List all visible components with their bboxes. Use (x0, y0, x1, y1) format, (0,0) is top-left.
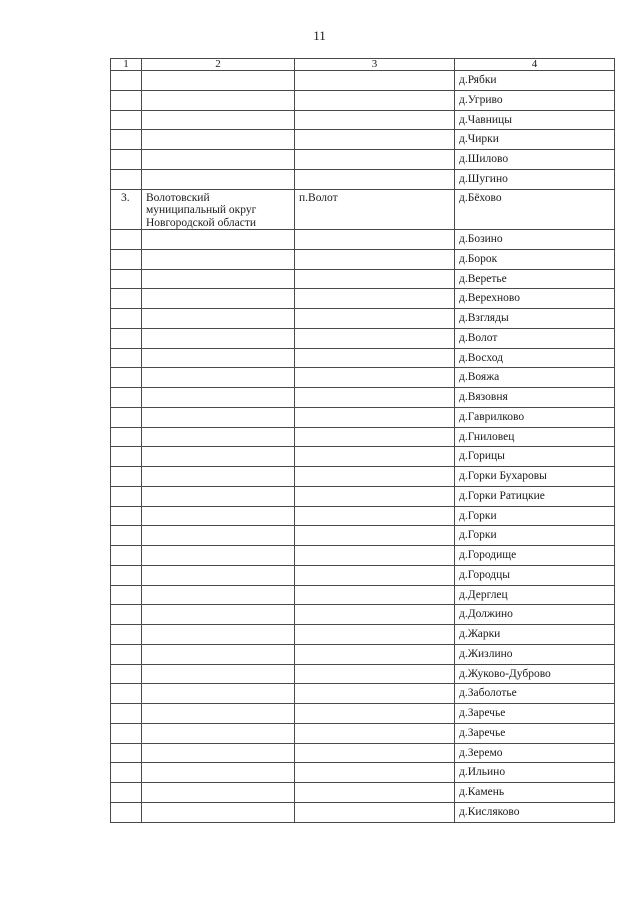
table-row (111, 289, 615, 309)
district-cell: Волотовский муниципальный округ Новгородской области (142, 189, 295, 230)
row-number-cell (111, 526, 142, 546)
row-number-cell (111, 625, 142, 645)
row-number-cell (111, 565, 142, 585)
table-row (111, 388, 615, 408)
district-cell (142, 802, 295, 822)
row-number-cell (111, 763, 142, 783)
table-row (111, 189, 615, 230)
center-cell (295, 625, 455, 645)
table-row (111, 783, 615, 803)
center-cell (295, 467, 455, 487)
row-number-cell (111, 704, 142, 724)
center-cell (295, 802, 455, 822)
center-cell (295, 723, 455, 743)
table-row (111, 802, 615, 822)
table-row (111, 169, 615, 189)
village-cell: д.Горки (455, 526, 615, 546)
table-row (111, 467, 615, 487)
row-number-cell (111, 743, 142, 763)
table-row (111, 249, 615, 269)
center-cell (295, 269, 455, 289)
village-cell: д.Жизлино (455, 644, 615, 664)
district-cell (142, 763, 295, 783)
row-number-cell (111, 447, 142, 467)
district-cell (142, 388, 295, 408)
table-body (111, 59, 615, 823)
district-cell (142, 684, 295, 704)
center-cell (295, 526, 455, 546)
village-cell: д.Кисляково (455, 802, 615, 822)
table-row (111, 743, 615, 763)
village-cell: д.Ильино (455, 763, 615, 783)
table-row (111, 110, 615, 130)
table-row (111, 664, 615, 684)
table-row (111, 90, 615, 110)
row-number-cell (111, 110, 142, 130)
village-cell: д.Взгляды (455, 309, 615, 329)
row-number-cell (111, 90, 142, 110)
center-cell (295, 565, 455, 585)
table-header-row (111, 59, 615, 71)
row-number-cell (111, 249, 142, 269)
district-cell (142, 427, 295, 447)
row-number-cell (111, 605, 142, 625)
center-cell (295, 348, 455, 368)
district-cell (142, 407, 295, 427)
row-number-cell (111, 130, 142, 150)
row-number-cell (111, 407, 142, 427)
center-cell (295, 664, 455, 684)
village-cell: д.Веретье (455, 269, 615, 289)
village-cell: д.Заречье (455, 723, 615, 743)
village-cell: д.Чавницы (455, 110, 615, 130)
center-cell (295, 110, 455, 130)
district-cell (142, 644, 295, 664)
district-cell (142, 110, 295, 130)
district-cell (142, 309, 295, 329)
center-cell (295, 644, 455, 664)
center-cell (295, 90, 455, 110)
center-cell (295, 309, 455, 329)
page-number: 11 (313, 28, 326, 43)
row-number-cell (111, 467, 142, 487)
row-number-cell (111, 289, 142, 309)
village-cell: д.Угриво (455, 90, 615, 110)
table-row (111, 328, 615, 348)
center-cell (295, 605, 455, 625)
village-cell: д.Горицы (455, 447, 615, 467)
district-cell (142, 585, 295, 605)
village-cell: д.Восход (455, 348, 615, 368)
district-cell (142, 447, 295, 467)
row-number-cell (111, 328, 142, 348)
table-row (111, 407, 615, 427)
village-cell: д.Вояжа (455, 368, 615, 388)
district-cell (142, 348, 295, 368)
district-cell (142, 664, 295, 684)
center-cell (295, 546, 455, 566)
table-row (111, 585, 615, 605)
center-cell (295, 427, 455, 447)
village-cell: д.Шугино (455, 169, 615, 189)
settlements-table (110, 58, 615, 823)
table-row (111, 506, 615, 526)
district-cell (142, 625, 295, 645)
row-number-cell (111, 664, 142, 684)
center-cell (295, 743, 455, 763)
district-cell (142, 328, 295, 348)
district-cell (142, 546, 295, 566)
district-cell (142, 368, 295, 388)
district-cell (142, 467, 295, 487)
row-number-cell (111, 169, 142, 189)
village-cell: д.Дерглец (455, 585, 615, 605)
table-row (111, 269, 615, 289)
district-cell (142, 269, 295, 289)
table-row (111, 348, 615, 368)
row-number-cell (111, 150, 142, 170)
center-cell (295, 783, 455, 803)
center-cell (295, 328, 455, 348)
center-cell (295, 368, 455, 388)
village-cell: д.Шилово (455, 150, 615, 170)
row-number-cell (111, 684, 142, 704)
row-number-cell (111, 388, 142, 408)
center-cell: п.Волот (295, 189, 455, 230)
district-cell (142, 565, 295, 585)
center-cell (295, 684, 455, 704)
district-cell (142, 605, 295, 625)
village-cell: д.Камень (455, 783, 615, 803)
row-number-cell (111, 486, 142, 506)
village-cell: д.Бозино (455, 230, 615, 250)
row-number-cell (111, 585, 142, 605)
village-cell: д.Чирки (455, 130, 615, 150)
center-cell (295, 388, 455, 408)
row-number-cell (111, 230, 142, 250)
village-cell: д.Городище (455, 546, 615, 566)
district-cell (142, 249, 295, 269)
table-row (111, 625, 615, 645)
row-number-cell (111, 269, 142, 289)
village-cell: д.Должино (455, 605, 615, 625)
row-number-cell (111, 723, 142, 743)
row-number-cell (111, 309, 142, 329)
table-row (111, 565, 615, 585)
row-number-cell (111, 348, 142, 368)
center-cell (295, 230, 455, 250)
village-cell: д.Вязовня (455, 388, 615, 408)
column-header-4: 4 (455, 59, 615, 71)
district-cell (142, 150, 295, 170)
village-cell: д.Горки Ратицкие (455, 486, 615, 506)
row-number-cell (111, 368, 142, 388)
district-cell (142, 486, 295, 506)
row-number-cell (111, 802, 142, 822)
center-cell (295, 71, 455, 91)
center-cell (295, 506, 455, 526)
center-cell (295, 585, 455, 605)
center-cell (295, 289, 455, 309)
table-row (111, 368, 615, 388)
village-cell: д.Бёхово (455, 189, 615, 230)
village-cell: д.Заболотье (455, 684, 615, 704)
center-cell (295, 130, 455, 150)
table-row (111, 309, 615, 329)
village-cell: д.Рябки (455, 71, 615, 91)
center-cell (295, 763, 455, 783)
table-row (111, 763, 615, 783)
table-row (111, 230, 615, 250)
table-row (111, 486, 615, 506)
table-row (111, 644, 615, 664)
village-cell: д.Верехново (455, 289, 615, 309)
district-cell (142, 506, 295, 526)
table-row (111, 605, 615, 625)
district-cell (142, 71, 295, 91)
row-number-cell (111, 644, 142, 664)
district-cell (142, 169, 295, 189)
village-cell: д.Горки (455, 506, 615, 526)
district-cell (142, 723, 295, 743)
center-cell (295, 150, 455, 170)
table-row (111, 447, 615, 467)
center-cell (295, 704, 455, 724)
district-cell (142, 289, 295, 309)
column-header-2: 2 (142, 59, 295, 71)
table-row (111, 723, 615, 743)
table-row (111, 130, 615, 150)
table-row (111, 526, 615, 546)
village-cell: д.Заречье (455, 704, 615, 724)
village-cell: д.Жарки (455, 625, 615, 645)
village-cell: д.Гниловец (455, 427, 615, 447)
center-cell (295, 486, 455, 506)
district-cell (142, 230, 295, 250)
district-cell (142, 130, 295, 150)
row-number-cell (111, 71, 142, 91)
table-row (111, 150, 615, 170)
row-number-cell (111, 427, 142, 447)
column-header-1: 1 (111, 59, 142, 71)
village-cell: д.Жуково-Дуброво (455, 664, 615, 684)
village-cell: д.Волот (455, 328, 615, 348)
district-cell (142, 783, 295, 803)
center-cell (295, 249, 455, 269)
district-cell (142, 90, 295, 110)
row-number-cell (111, 506, 142, 526)
village-cell: д.Гаврилково (455, 407, 615, 427)
center-cell (295, 169, 455, 189)
district-cell (142, 704, 295, 724)
village-cell: д.Городцы (455, 565, 615, 585)
table-row (111, 704, 615, 724)
table-row (111, 427, 615, 447)
district-cell (142, 526, 295, 546)
center-cell (295, 447, 455, 467)
row-number-cell (111, 546, 142, 566)
table-row (111, 684, 615, 704)
center-cell (295, 407, 455, 427)
column-header-3: 3 (295, 59, 455, 71)
row-number-cell: 3. (111, 189, 142, 230)
row-number-cell (111, 783, 142, 803)
table-row (111, 71, 615, 91)
village-cell: д.Борок (455, 249, 615, 269)
table-row (111, 546, 615, 566)
district-cell (142, 743, 295, 763)
village-cell: д.Горки Бухаровы (455, 467, 615, 487)
village-cell: д.Зеремо (455, 743, 615, 763)
